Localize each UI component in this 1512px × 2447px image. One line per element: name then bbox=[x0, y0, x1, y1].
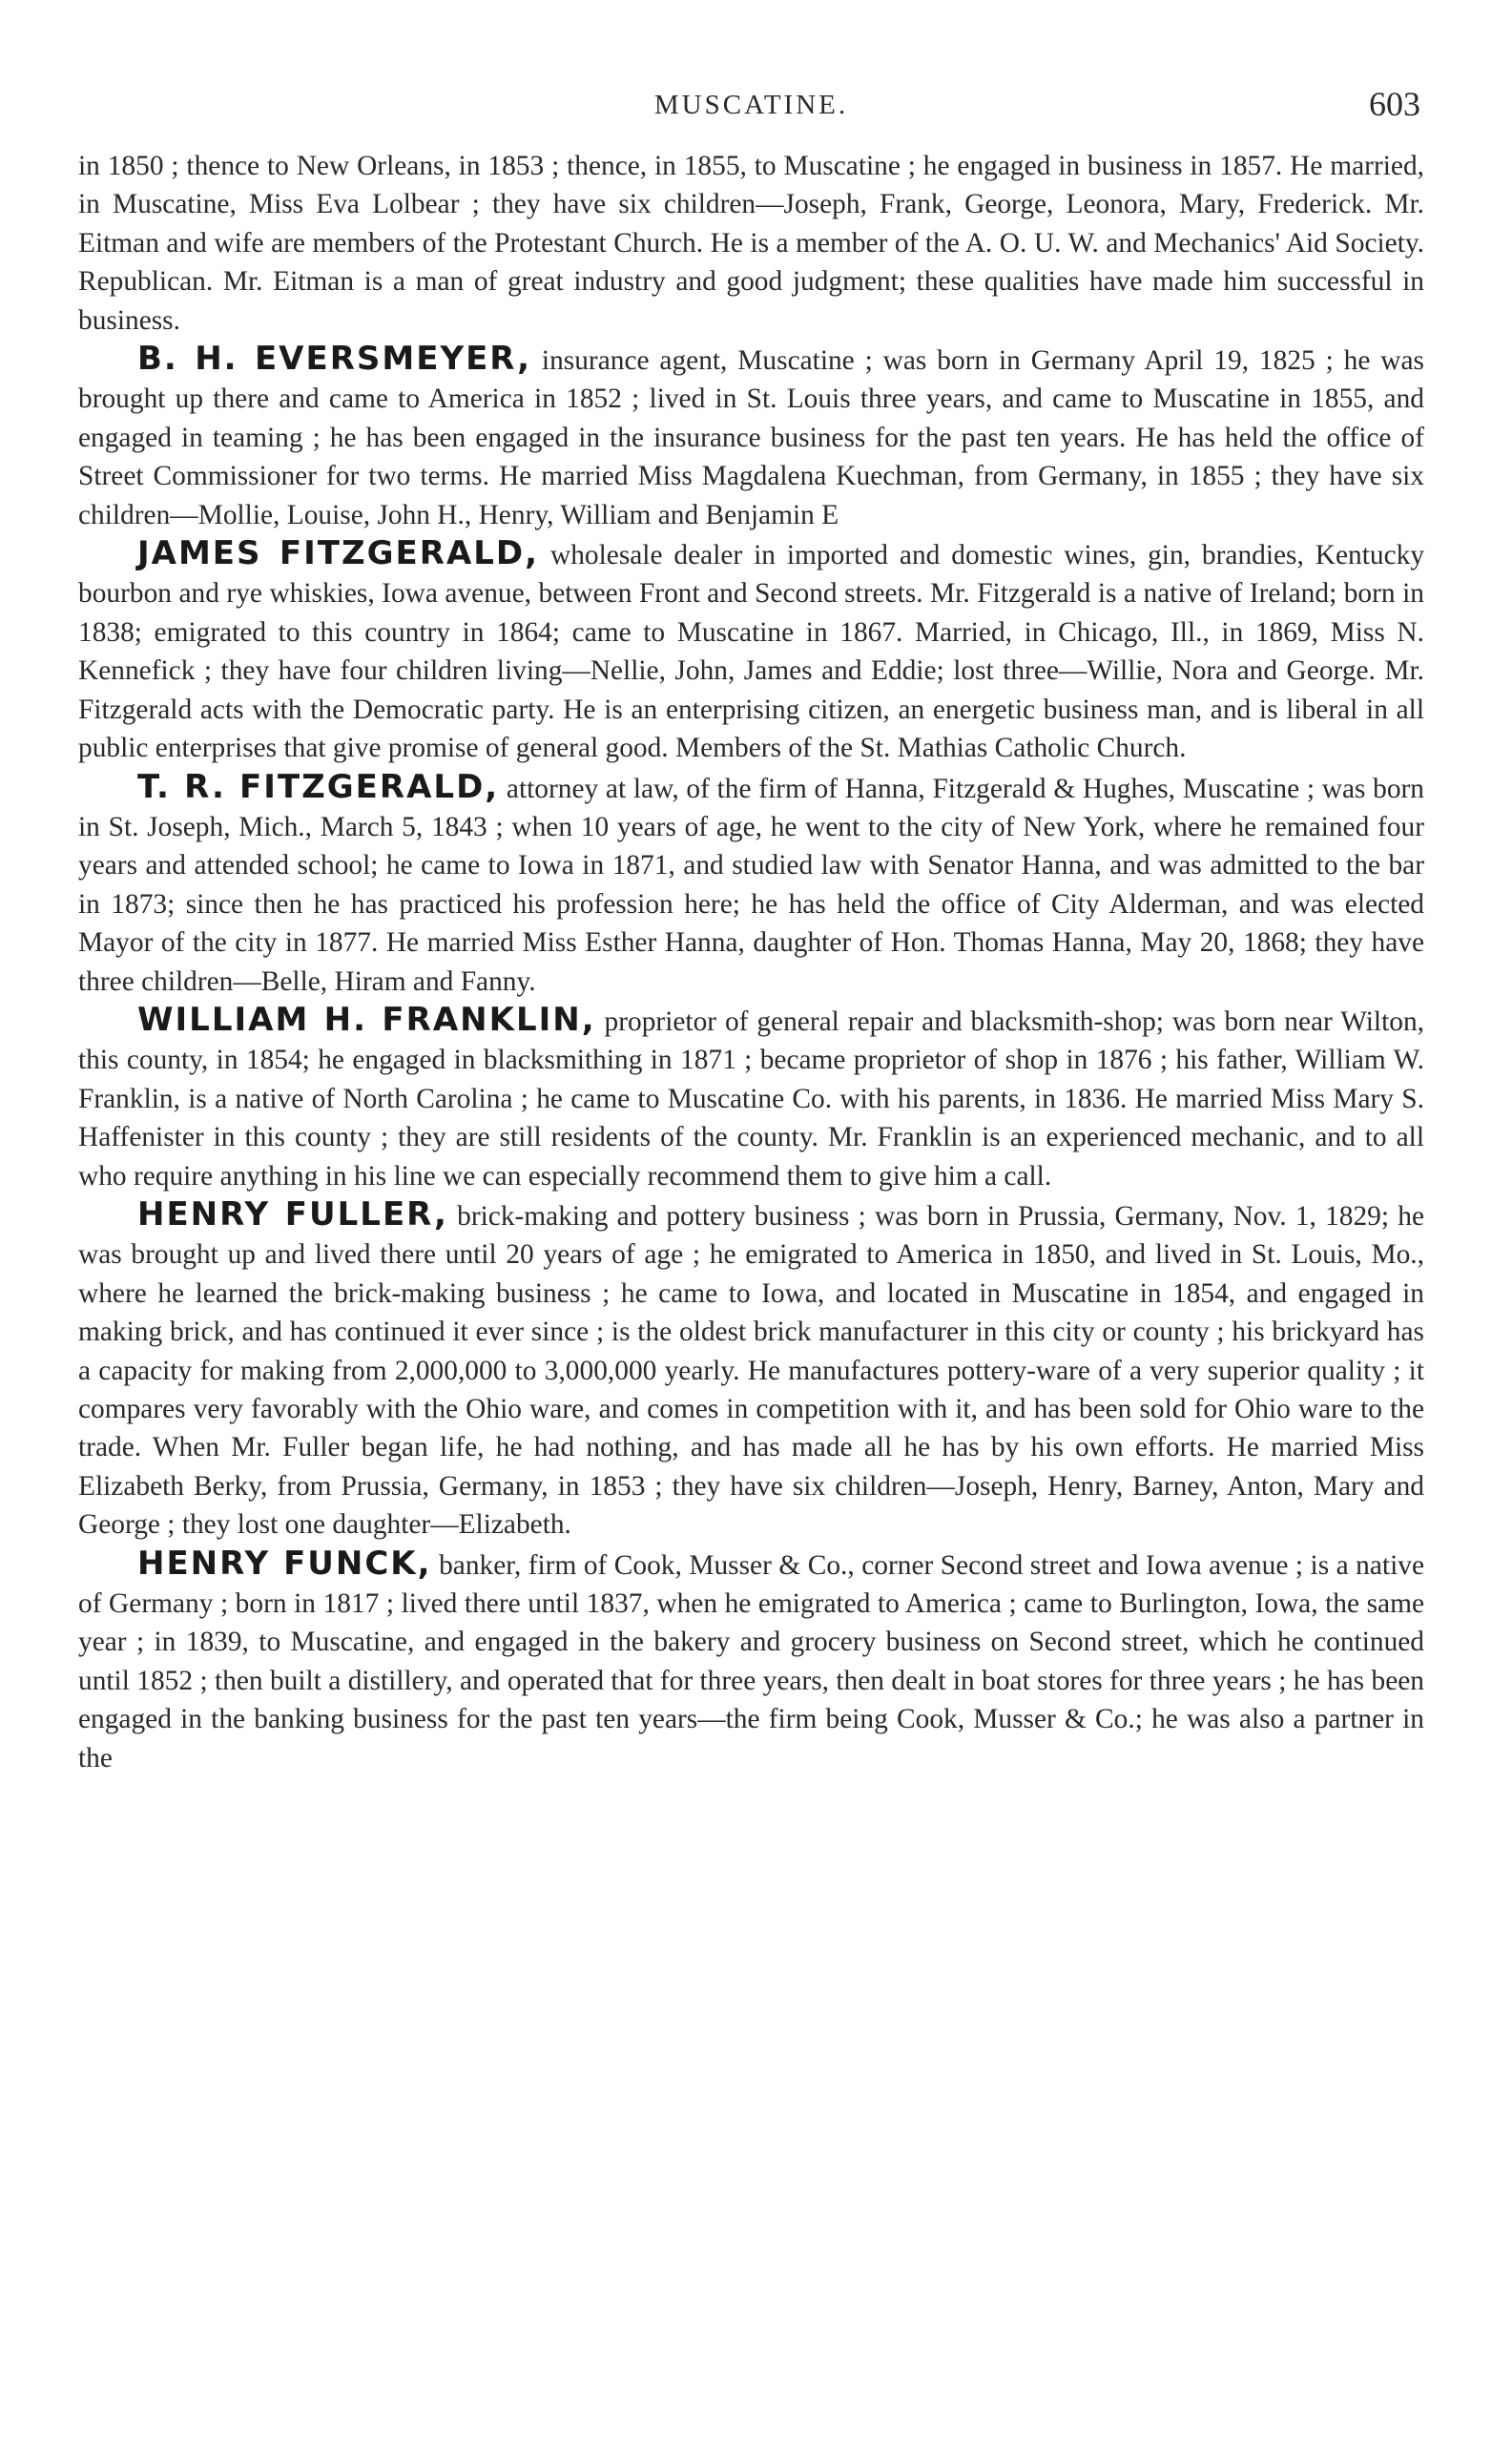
page-body bbox=[78, 147, 1424, 1777]
entry-continuation bbox=[78, 147, 1424, 340]
entry-text: brick-making and pottery business ; was born in Prussia, Germany, Nov. 1, 1829; he was brought up and lived there until 20 years of age ; he emigrated to America in 1850, and lived in St. Louis, Mo., where he learned the brick-making business ; he came to Iowa, and located in Muscatine in 1854, and engaged in making brick, and has continued it ever since ; is the oldest brick manufacturer in this city or county ; his brickyard has a capacity for making from 2,000,000 to 3,000,000 yearly. He manufactures pottery-ware of a very superior quality ; it compares very favorably with the Ohio ware, and comes in competition with it, and has been sold for Ohio ware to the trade. When Mr. Fuller began life, he had nothing, and has made all he has by his own efforts. He married Miss Elizabeth Berky, from Prussia, Germany, in 1853 ; they have six children—Joseph, Henry, Barney, Anton, Mary and George ; they lost one daughter—Elizabeth. bbox=[78, 1200, 1424, 1541]
entry-name: T. R. FITZGERALD, bbox=[137, 767, 500, 806]
running-title: MUSCATINE. bbox=[653, 90, 849, 120]
entry-text: proprietor of general repair and blacksmith-shop; was born near Wilton, this county, in 1854; he engaged in blacksmithing in 1871 ; became proprietor of shop in 1876 ; his father, William W. Franklin, is a native of North Carolina ; he came to Muscatine Co. with his parents, in 1836. He married Miss Mary S. Haffenister in this county ; they are still residents of the county. Mr. Franklin is an experienced mechanic, and to all who require anything in his line we can especially recommend them to give him a call. bbox=[78, 1006, 1424, 1192]
entry-name: HENRY FUNCK, bbox=[137, 1544, 432, 1583]
entry-name: WILLIAM H. FRANKLIN, bbox=[137, 1000, 596, 1039]
entry-james-fitzgerald bbox=[78, 534, 1424, 767]
entry-text: insurance agent, Muscatine ; was born in Germany April 19, 1825 ; he was brought up there and came to America in 1852 ; lived in St. Louis three years, and came to Muscatine in 1855, and engaged in teaming ; he has been engaged in the insurance business for the past ten years. He has held the office of Street Commissioner for two terms. He married Miss Magdalena Kuechman, from Germany, in 1855 ; they have six children—Mollie, Louise, John H., Henry, William and Benjamin E bbox=[78, 345, 1424, 530]
entry-text: in 1850 ; thence to New Orleans, in 1853 ; thence, in 1855, to Muscatine ; he engaged in business in 1857. He married, in Muscatine, Miss Eva Lolbear ; they have six children—Joseph, Frank, George, Leonora, Mary, Frederick. Mr. Eitman and wife are members of the Protestant Church. He is a member of the A. O. U. W. and Mechanics' Aid Society. Republican. Mr. Eitman is a man of great industry and good judgment; these qualities have made him successful in business. bbox=[78, 151, 1424, 336]
entry-funck bbox=[78, 1545, 1424, 1777]
entry-text: wholesale dealer in imported and domestic wines, gin, brandies, Kentucky bourbon and rye whiskies, Iowa avenue, between Front and Second streets. Mr. Fitzgerald is a native of Ireland; born in 1838; emigrated to this country in 1864; came to Muscatine in 1867. Married, in Chicago, Ill., in 1869, Miss N. Kennefick ; they have four children living—Nellie, John, James and Eddie; lost three—Willie, Nora and George. Mr. Fitzgerald acts with the Democratic party. He is an enterprising citizen, an energetic business man, and is liberal in all public enterprises that give promise of general good. Members of the St. Mathias Catholic Church. bbox=[78, 540, 1425, 764]
page-number: 603 bbox=[1369, 85, 1420, 123]
entry-name: JAMES FITZGERALD, bbox=[137, 534, 540, 573]
entry-fuller bbox=[78, 1195, 1424, 1545]
entry-eversmeyer bbox=[78, 340, 1424, 534]
entry-name: B. H. EVERSMEYER, bbox=[137, 340, 532, 379]
entry-franklin bbox=[78, 1001, 1424, 1195]
entry-text: banker, firm of Cook, Musser & Co., corner Second street and Iowa avenue ; is a native of Germany ; born in 1817 ; lived there until 1837, when he emigrated to America ; came to Burlington, Iowa, the same year ; in 1839, to Muscatine, and engaged in the bakery and grocery business on Second street, which he continued until 1852 ; then built a distillery, and operated that for three years, then dealt in boat stores for three years ; he has been engaged in the banking business for the past ten years—the firm being Cook, Musser & Co.; he was also a partner in the bbox=[78, 1549, 1424, 1773]
entry-name: HENRY FULLER, bbox=[137, 1194, 448, 1234]
page-header bbox=[78, 84, 1424, 132]
entry-text: attorney at law, of the firm of Hanna, Fitzgerald & Hughes, Muscatine ; was born in St. Joseph, Mich., March 5, 1843 ; when 10 years of age, he went to the city of New York, where he remained four years and attended school; he came to Iowa in 1871, and studied law with Senator Hanna, and was admitted to the bar in 1873; since then he has practiced his profession here; he has held the office of City Alderman, and was elected Mayor of the city in 1877. He married Miss Esther Hanna, daughter of Hon. Thomas Hanna, May 20, 1868; they have three children—Belle, Hiram and Fanny. bbox=[78, 773, 1425, 997]
entry-t-r-fitzgerald bbox=[78, 768, 1424, 1001]
